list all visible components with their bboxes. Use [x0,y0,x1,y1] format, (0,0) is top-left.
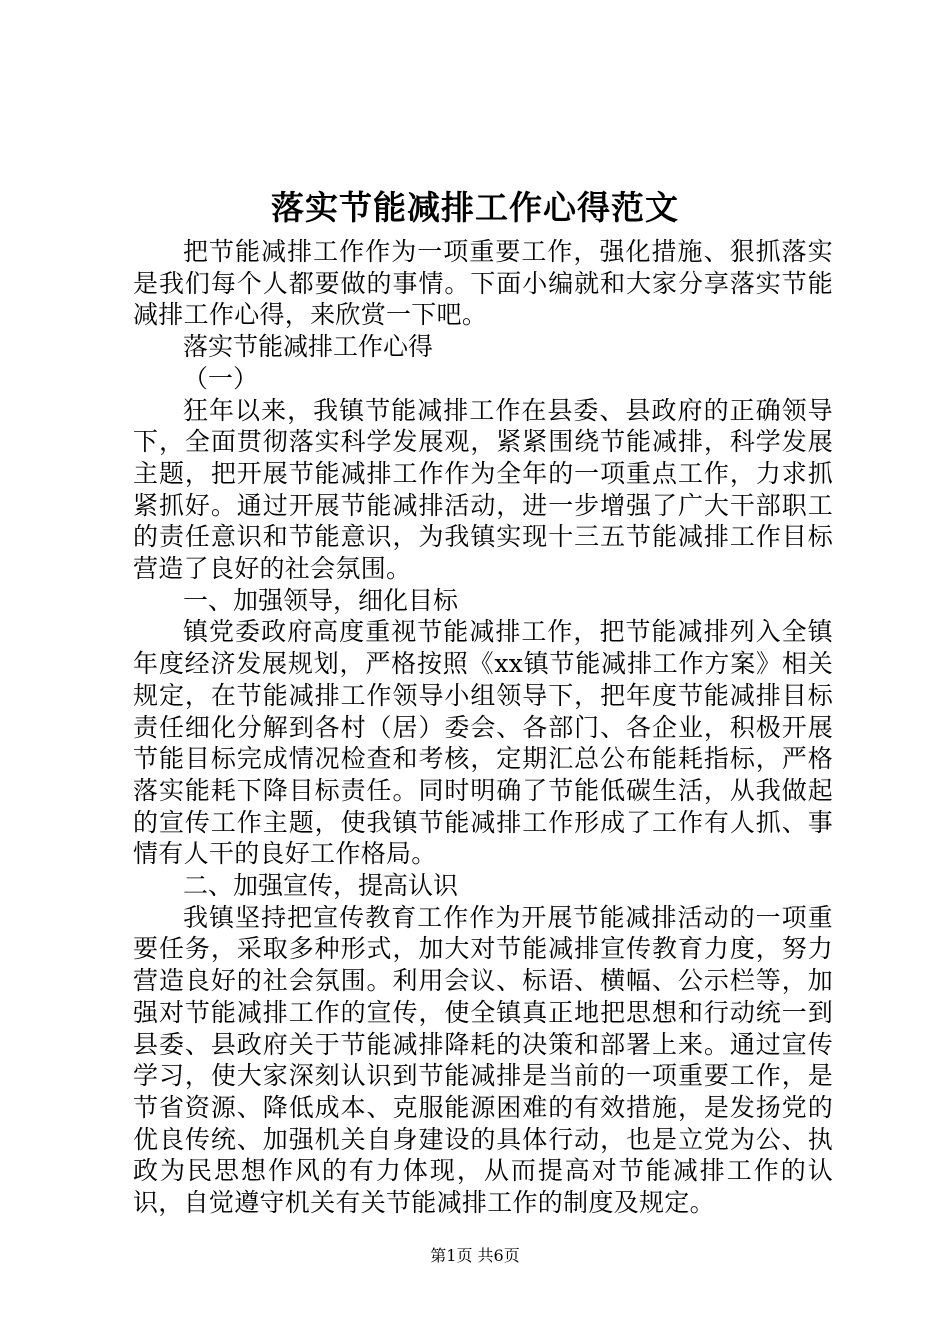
page-footer: 第1页 共6页 [430,1246,520,1265]
subtitle: 落实节能减排工作心得 [183,332,434,362]
body-paragraph-3: 我镇坚持把宣传教育工作作为开展节能减排活动的一项重要任务，采取多种形式，加大对节能减排宣传教育力度，努力营造良好的社会氛围。利用会议、标语、横幅、公示栏等，加强对节能减排工作的宣传，使全镇真正地把思想和行动统一到县委、县政府关于节能减排降耗的决策和部署上来。通过宣传学习，使大家深刻认识到节能减排是当前的一项重要工作，是节省资源、降低成本、克服能源困难的有效措施，是发扬党的优良传统、加强机关自身建设的具体行动，也是立党为公、执政为民思想作风的有力体现，从而提高对节能减排工作的认识，自觉遵守机关有关节能减排工作的制度及规定。 [133,902,833,1218]
section-heading-2: 二、加强宣传，提高认识 [183,871,459,901]
intro-paragraph: 把节能减排工作作为一项重要工作，强化措施、狠抓落实是我们每个人都要做的事情。下面小编就和大家分享落实节能减排工作心得，来欣赏一下吧。 [133,237,833,330]
body-paragraph-1: 狂年以来，我镇节能减排工作在县委、县政府的正确领导下，全面贯彻落实科学发展观，紧紧围绕节能减排，科学发展主题，把开展节能减排工作作为全年的一项重点工作，力求抓紧抓好。通过开展节能减排活动，进一步增强了广大干部职工的责任意识和节能意识，为我镇实现十三五节能减排工作目标营造了良好的社会氛围。 [133,395,833,584]
section-marker: （一） [183,363,259,393]
body-paragraph-2: 镇党委政府高度重视节能减排工作，把节能减排列入全镇年度经济发展规划，严格按照《xx镇节能减排工作方案》相关规定，在节能减排工作领导小组领导下，把年度节能减排目标责任细化分解到各村（居）委会、各部门、各企业，积极开展节能目标完成情况检查和考核，定期汇总公布能耗指标，严格落实能耗下降目标责任。同时明确了节能低碳生活，从我做起的宣传工作主题，使我镇节能减排工作形成了工作有人抓、事情有人干的良好工作格局。 [133,617,833,869]
document-body [133,236,833,1219]
section-heading-1: 一、加强领导，细化目标 [183,585,459,615]
document-title: 落实节能减排工作心得范文 [271,188,679,227]
